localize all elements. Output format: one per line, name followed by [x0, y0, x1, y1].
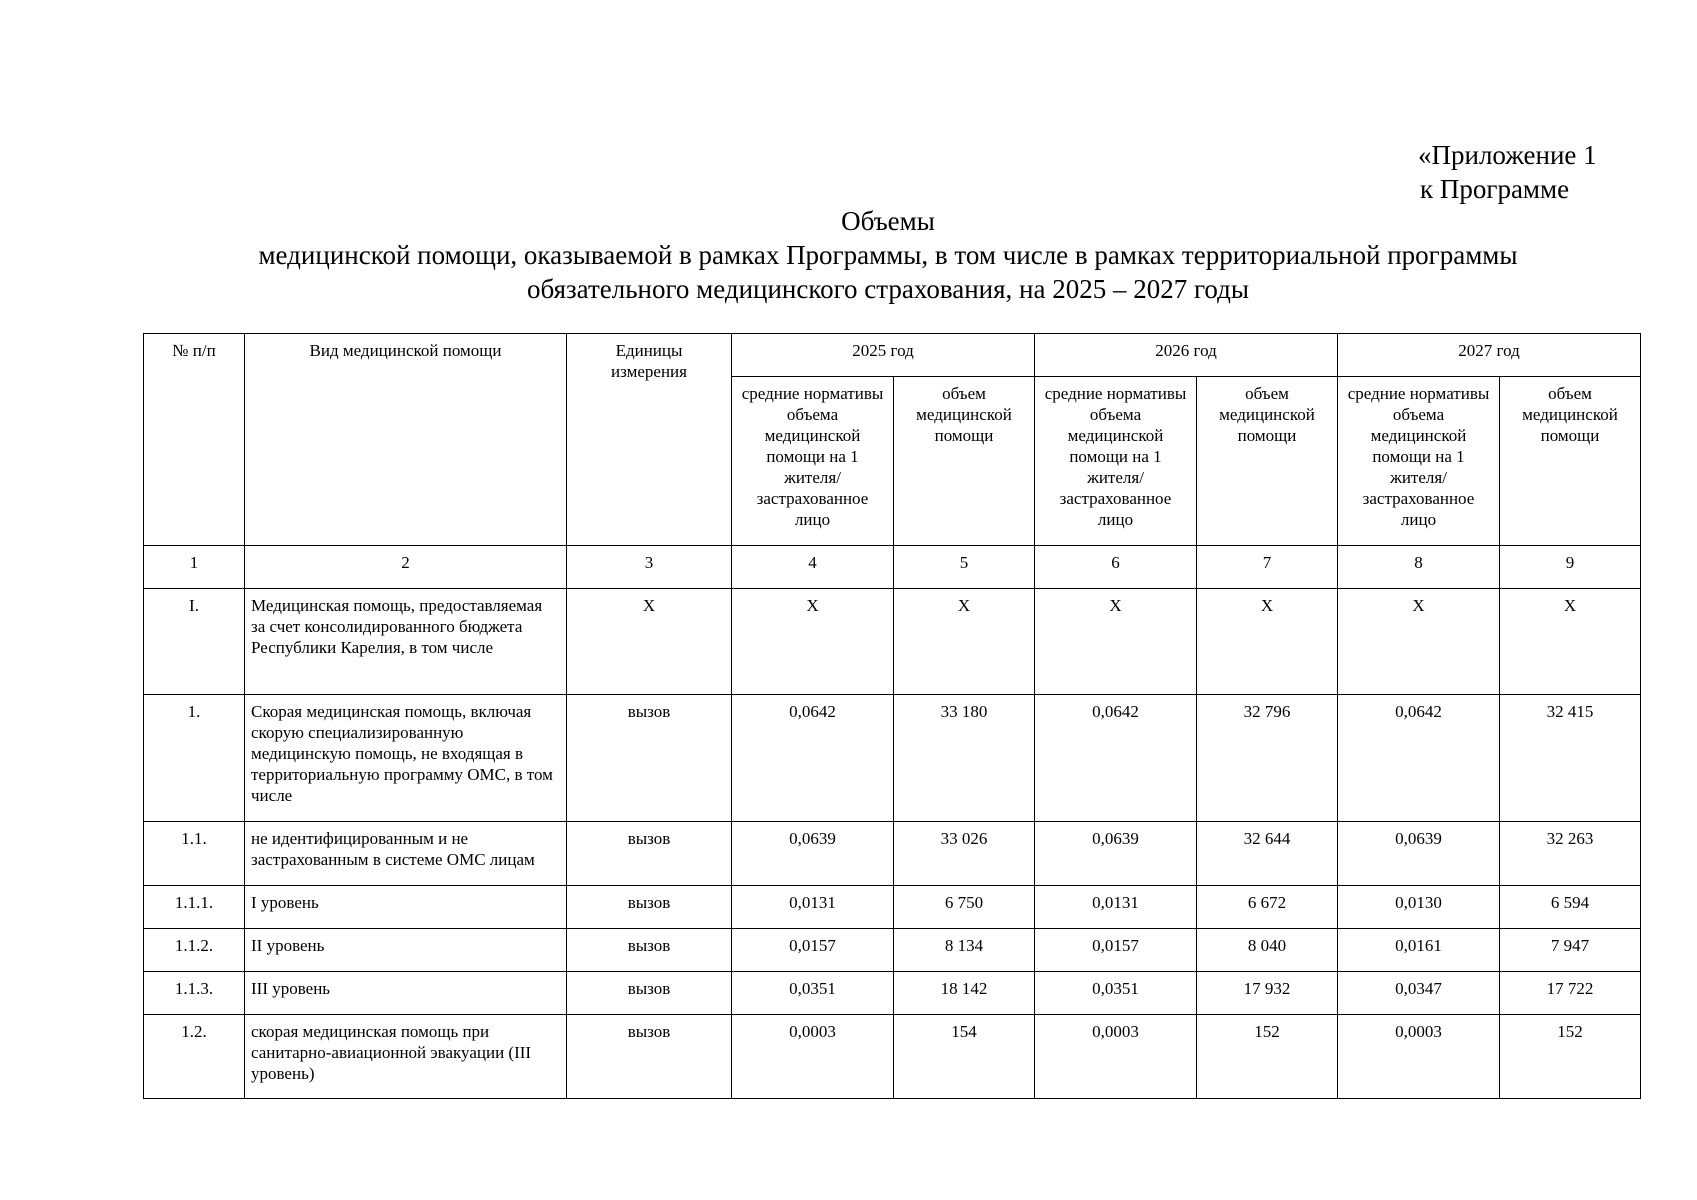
row-value: 0,0639: [1338, 822, 1500, 886]
row-value: 33 026: [894, 822, 1035, 886]
row-value: 0,0642: [1338, 695, 1500, 822]
header-volume-2025: объем медицинской помощи: [894, 377, 1035, 546]
row-value: 0,0003: [1338, 1015, 1500, 1099]
row-value: 32 644: [1197, 822, 1338, 886]
col-number: 4: [732, 546, 894, 589]
row-name: Медицинская помощь, предоставляемая за счет консолидированного бюджета Республики Карелия, в том числе: [245, 589, 567, 695]
row-name: не идентифицированным и не застрахованным в системе ОМС лицам: [245, 822, 567, 886]
row-value: 6 672: [1197, 886, 1338, 929]
row-value: Х: [1338, 589, 1500, 695]
row-value: 0,0157: [1035, 929, 1197, 972]
table-header-row: [144, 334, 1641, 377]
col-number: 3: [567, 546, 732, 589]
header-kind: Вид медицинской помощи: [245, 334, 567, 546]
row-value: 0,0130: [1338, 886, 1500, 929]
col-number: 7: [1197, 546, 1338, 589]
row-value: 32 796: [1197, 695, 1338, 822]
title-line-1: Объемы: [841, 206, 935, 236]
row-value: 0,0642: [1035, 695, 1197, 822]
row-name: II уровень: [245, 929, 567, 972]
col-number: 6: [1035, 546, 1197, 589]
row-value: 0,0347: [1338, 972, 1500, 1015]
row-value: Х: [1035, 589, 1197, 695]
appendix-line-2: к Программе: [1420, 174, 1570, 204]
appendix-line-1: «Приложение 1: [1418, 140, 1597, 170]
col-number: 8: [1338, 546, 1500, 589]
header-year-2027: 2027 год: [1338, 334, 1641, 377]
row-value: 0,0639: [1035, 822, 1197, 886]
row-name: Скорая медицинская помощь, включая скорую специализированную медицинскую помощь, не входящая в территориальную программу ОМС, в том числе: [245, 695, 567, 822]
header-norm-2027: средние нормативы объема медицинской помощи на 1 жителя/ застрахованное лицо: [1338, 377, 1500, 546]
col-number: 2: [245, 546, 567, 589]
row-unit: вызов: [567, 822, 732, 886]
table-row: [144, 929, 1641, 972]
row-value: 152: [1500, 1015, 1641, 1099]
row-value: 0,0351: [732, 972, 894, 1015]
row-value: 152: [1197, 1015, 1338, 1099]
column-numbers-row: [144, 546, 1641, 589]
row-num: 1.1.3.: [144, 972, 245, 1015]
row-num: I.: [144, 589, 245, 695]
header-volume-2027: объем медицинской помощи: [1500, 377, 1641, 546]
row-num: 1.1.1.: [144, 886, 245, 929]
row-value: Х: [1500, 589, 1641, 695]
row-unit: Х: [567, 589, 732, 695]
row-num: 1.: [144, 695, 245, 822]
row-value: 0,0639: [732, 822, 894, 886]
row-value: 8 134: [894, 929, 1035, 972]
row-name: I уровень: [245, 886, 567, 929]
row-num: 1.1.2.: [144, 929, 245, 972]
table-row: [144, 1015, 1641, 1099]
row-unit: вызов: [567, 972, 732, 1015]
row-unit: вызов: [567, 695, 732, 822]
header-norm-2026: средние нормативы объема медицинской помощи на 1 жителя/ застрахованное лицо: [1035, 377, 1197, 546]
row-value: 0,0157: [732, 929, 894, 972]
row-value: 0,0642: [732, 695, 894, 822]
row-value: 0,0003: [1035, 1015, 1197, 1099]
table-row: [144, 886, 1641, 929]
row-unit: вызов: [567, 1015, 732, 1099]
row-value: 17 932: [1197, 972, 1338, 1015]
header-unit: Единицы измерения: [567, 334, 732, 546]
row-num: 1.1.: [144, 822, 245, 886]
row-value: 154: [894, 1015, 1035, 1099]
col-number: 1: [144, 546, 245, 589]
header-year-2025: 2025 год: [732, 334, 1035, 377]
table-row: [144, 972, 1641, 1015]
row-value: 0,0131: [1035, 886, 1197, 929]
row-num: 1.2.: [144, 1015, 245, 1099]
row-unit: вызов: [567, 929, 732, 972]
header-num: № п/п: [144, 334, 245, 546]
row-value: 0,0161: [1338, 929, 1500, 972]
table-row: [144, 822, 1641, 886]
title-line-2: медицинской помощи, оказываемой в рамках Программы, в том числе в рамках территориальной программы: [258, 240, 1518, 270]
col-number: 5: [894, 546, 1035, 589]
row-name: скорая медицинская помощь при санитарно-авиационной эвакуации (III уровень): [245, 1015, 567, 1099]
row-value: 7 947: [1500, 929, 1641, 972]
row-value: 32 415: [1500, 695, 1641, 822]
row-value: 17 722: [1500, 972, 1641, 1015]
header-volume-2026: объем медицинской помощи: [1197, 377, 1338, 546]
row-value: Х: [732, 589, 894, 695]
document-title: [143, 204, 1633, 306]
volumes-table: [143, 333, 1641, 1099]
row-value: 18 142: [894, 972, 1035, 1015]
row-value: Х: [894, 589, 1035, 695]
row-value: 6 594: [1500, 886, 1641, 929]
row-unit: вызов: [567, 886, 732, 929]
row-value: Х: [1197, 589, 1338, 695]
row-name: III уровень: [245, 972, 567, 1015]
row-value: 6 750: [894, 886, 1035, 929]
table-row: [144, 695, 1641, 822]
row-value: 8 040: [1197, 929, 1338, 972]
col-number: 9: [1500, 546, 1641, 589]
row-value: 0,0351: [1035, 972, 1197, 1015]
header-norm-2025: средние нормативы объема медицинской помощи на 1 жителя/ застрахованное лицо: [732, 377, 894, 546]
row-value: 32 263: [1500, 822, 1641, 886]
title-line-3: обязательного медицинского страхования, на 2025 – 2027 годы: [527, 274, 1249, 304]
table-row: [144, 589, 1641, 695]
row-value: 0,0131: [732, 886, 894, 929]
header-year-2026: 2026 год: [1035, 334, 1338, 377]
row-value: 33 180: [894, 695, 1035, 822]
row-value: 0,0003: [732, 1015, 894, 1099]
appendix-label: [1418, 138, 1597, 206]
